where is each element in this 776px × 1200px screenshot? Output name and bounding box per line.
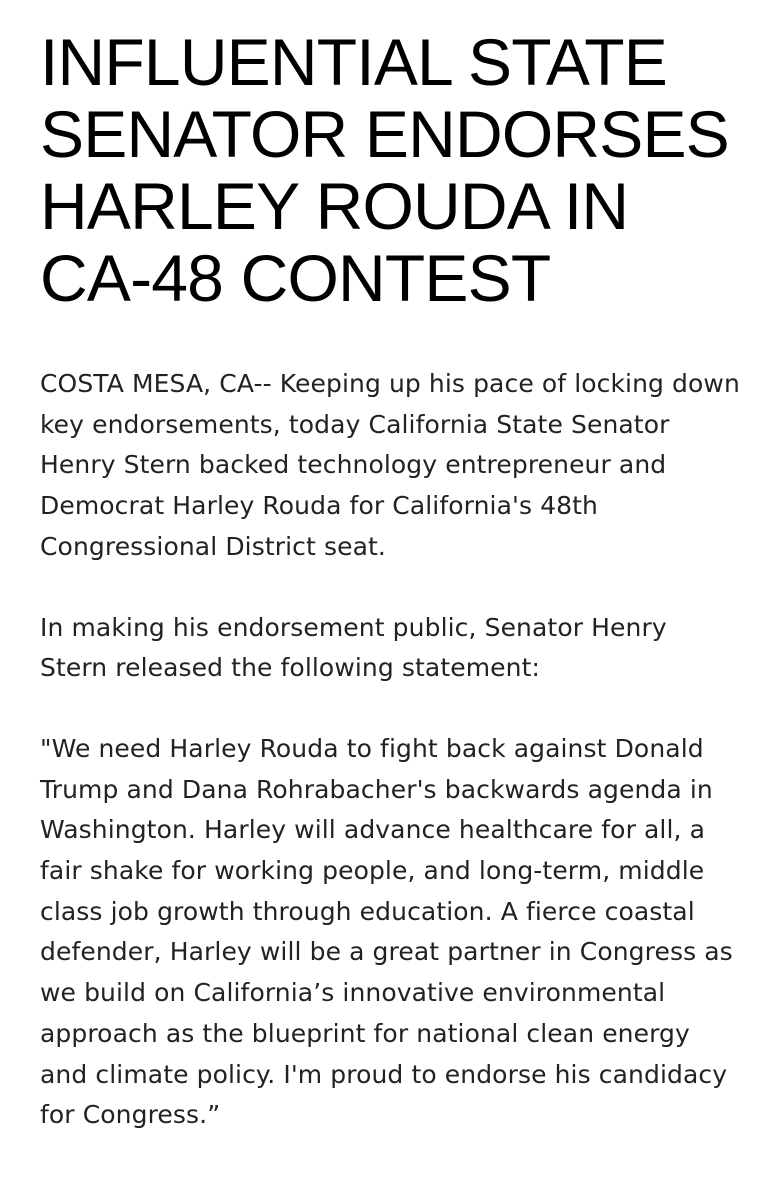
statement-intro-paragraph: In making his endorsement public, Senator Henry Stern released the following statement:	[40, 612, 667, 683]
intro-paragraph: COSTA MESA, CA-- Keeping up his pace of locking down key endorsements, today California State Senator Henry Stern backed technology entrepreneur and Democrat Harley Rouda for California's 48th Congressional District seat.	[40, 369, 740, 561]
press-release-article	[40, 26, 740, 1136]
quote-paragraph: "We need Harley Rouda to fight back against Donald Trump and Dana Rohrabacher's backwards agenda in Washington. Harley will advance healthcare for all, a fair shake for working people, and long-term, middle class job growth through education. A fierce coastal defender, Harley will be a great partner in Congress as we build on California’s innovative environmental approach as the blueprint for national clean energy and climate policy. I'm proud to endorse his candidacy for Congress.”	[40, 733, 733, 1130]
headline: INFLUENTIAL STATE SENATOR ENDORSES HARLEY ROUDA IN CA-48 CONTEST	[40, 25, 729, 315]
